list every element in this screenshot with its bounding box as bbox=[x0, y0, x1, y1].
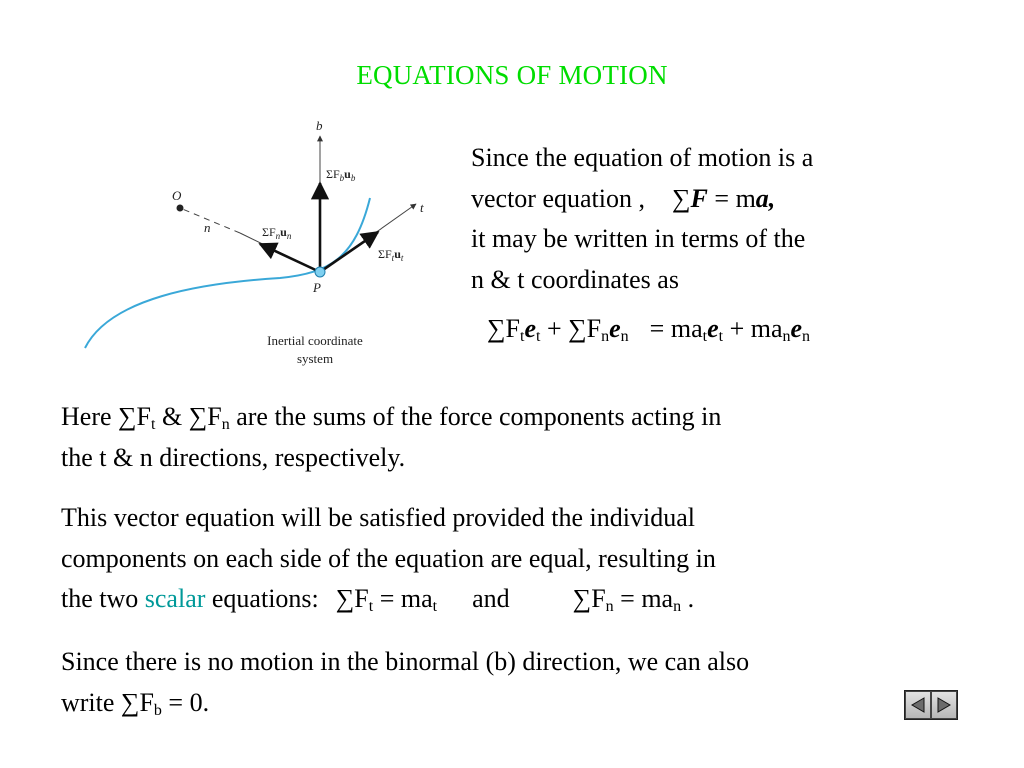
label-fn-un: $\Sigma F_nu_n$ bbox=[262, 225, 292, 241]
path-curve bbox=[85, 198, 370, 348]
particle-p bbox=[315, 267, 325, 277]
slide-navigation bbox=[904, 690, 958, 720]
label-p: P bbox=[313, 280, 321, 295]
paragraph-binormal: Since there is no motion in the binormal (b) direction, we can also write $\sum F_b = 0$. bbox=[61, 647, 750, 719]
label-fb-ub: $\Sigma F_bu_b$ bbox=[326, 167, 356, 183]
triangle-right-icon bbox=[935, 696, 953, 714]
slide-title: EQUATIONS OF MOTION bbox=[356, 60, 668, 90]
paragraph-force-sums: Here $\sum F_t$ & $\sum F_n$ are the sums of the force components acting in the t & n directions, respectively. bbox=[61, 402, 722, 472]
previous-slide-button[interactable] bbox=[905, 691, 931, 719]
caption-line-1: Inertial coordinate bbox=[267, 333, 363, 348]
label-ft-ut: $\Sigma F_tu_t$ bbox=[378, 247, 404, 263]
triangle-left-icon bbox=[909, 696, 927, 714]
label-t: t bbox=[420, 200, 424, 215]
label-o: O bbox=[172, 188, 182, 203]
intro-text: Since the equation of motion is a vector equation , ∑F = ma, it may be written in terms of the n & t coordinates as bbox=[471, 143, 814, 294]
force-n-vector bbox=[260, 244, 320, 272]
center-point-o bbox=[177, 205, 184, 212]
label-n: n bbox=[204, 220, 211, 235]
next-slide-button[interactable] bbox=[931, 691, 957, 719]
label-b: b bbox=[316, 118, 323, 133]
nt-coordinate-diagram bbox=[80, 108, 460, 383]
caption-line-2: system bbox=[296, 351, 334, 366]
scalar-highlight: scalar bbox=[144, 584, 206, 613]
paragraph-scalar-equations: This vector equation will be satisfied provided the individual components on each side of the equation are equal, resulting in the two scalar equations: $\sum F_t = ma_t$ and $\sum F_n = ma_n$ . bbox=[61, 503, 716, 615]
nt-vector-equation: $\sum F_te_t + \sum F_ne_n = ma_te_t + ma_ne_n$ bbox=[487, 314, 811, 345]
force-t-vector bbox=[320, 232, 378, 272]
